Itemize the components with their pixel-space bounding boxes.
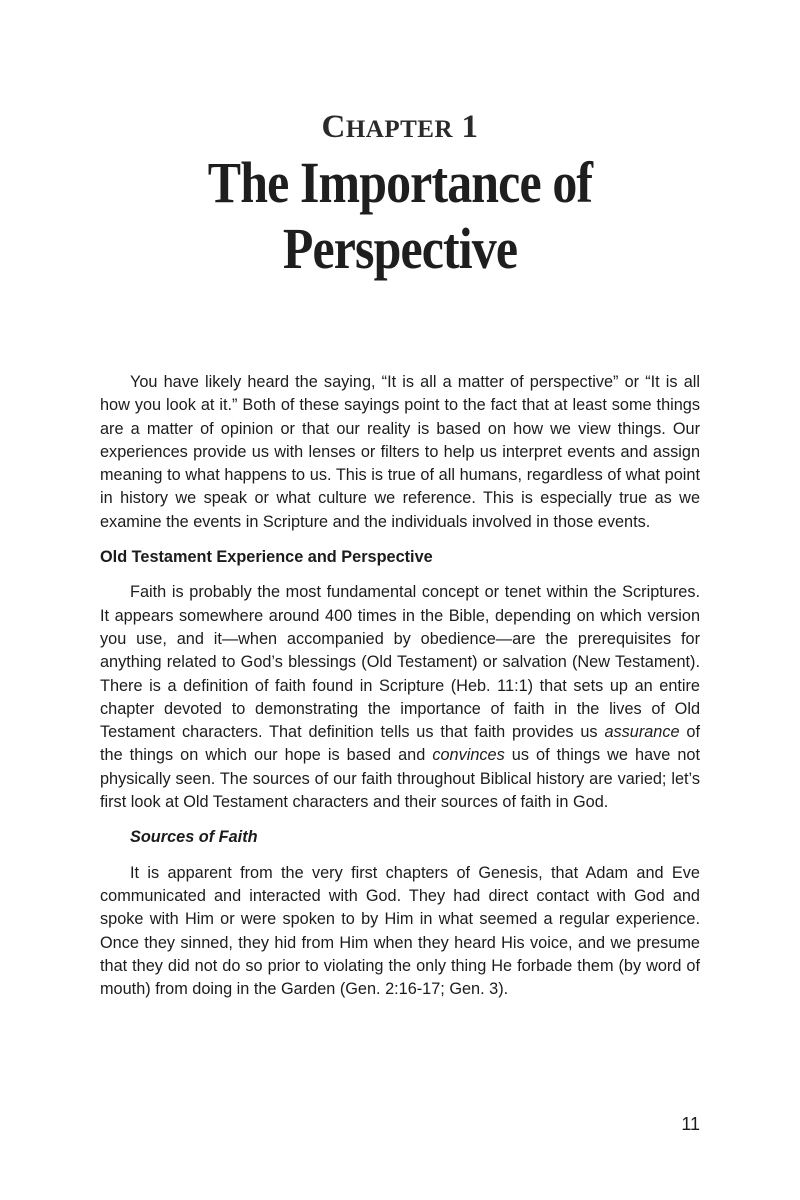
chapter-label — [100, 108, 700, 146]
section-heading-old-testament: Old Testament Experience and Perspective — [100, 548, 433, 567]
emphasis-convinces: convinces — [432, 746, 505, 765]
chapter-title-line-2: Perspective — [282, 216, 518, 281]
page-number: 11 — [681, 1114, 700, 1134]
paragraph-faith-part-3: us of things we have not physically seen. The sources of our faith throughout Biblical history are varied; let’s first look at Old Testament characters and their sources of faith in God. — [100, 746, 700, 812]
paragraph-faith-part-1: Faith is probably the most fundamental concept or tenet within the Scriptures. It appears somewhere around 400 times in the Bible, depending on which version you use, and it—when accompanied by obedience—are the prerequisites for anything related to God’s blessings (Old Testament) or salvation (New Testament). There is a definition of faith found in Scripture (Heb. 11:1) that sets up an entire chapter devoted to demonstrating the importance of faith in the lives of Old Testament characters. That definition tells us that faith provides us — [100, 583, 700, 742]
body-text — [100, 371, 700, 1001]
chapter-title-line-1: The Importance of — [207, 150, 593, 215]
chapter-label-initial: C — [321, 109, 346, 145]
emphasis-assurance: assurance — [604, 723, 680, 742]
paragraph-intro: You have likely heard the saying, “It is all a matter of perspective” or “It is all how you look at it.” Both of these sayings point to the fact that at least some things are a matter of opinion or that our reality is based on how we view things. Our experiences provide us with lenses or filters to help us interpret events and assign meaning to what happens to us. This is true of all humans, regardless of what point in history we speak or what culture we reference. This is especially true as we examine the events in Scripture and the individuals involved in those events. — [100, 373, 700, 531]
chapter-number: 1 — [461, 109, 479, 145]
chapter-label-rest: HAPTER — [345, 116, 454, 143]
book-page — [100, 0, 700, 1200]
subsection-heading-sources-of-faith: Sources of Faith — [130, 828, 258, 847]
paragraph-faith — [100, 581, 700, 814]
paragraph-faith-part-2: of the things on which our hope is based and — [100, 723, 700, 765]
paragraph-genesis: It is apparent from the very first chapters of Genesis, that Adam and Eve communicated and interacted with God. They had direct contact with God and spoke with Him or were spoken to by Him in what seemed a regular experience. Once they sinned, they hid from Him when they heard His voice, and we presume that they did not do so prior to violating the only thing He forbade them (by word of mouth) from doing in the Garden (Gen. 2:16-17; Gen. 3). — [100, 863, 700, 999]
chapter-title — [125, 150, 675, 282]
